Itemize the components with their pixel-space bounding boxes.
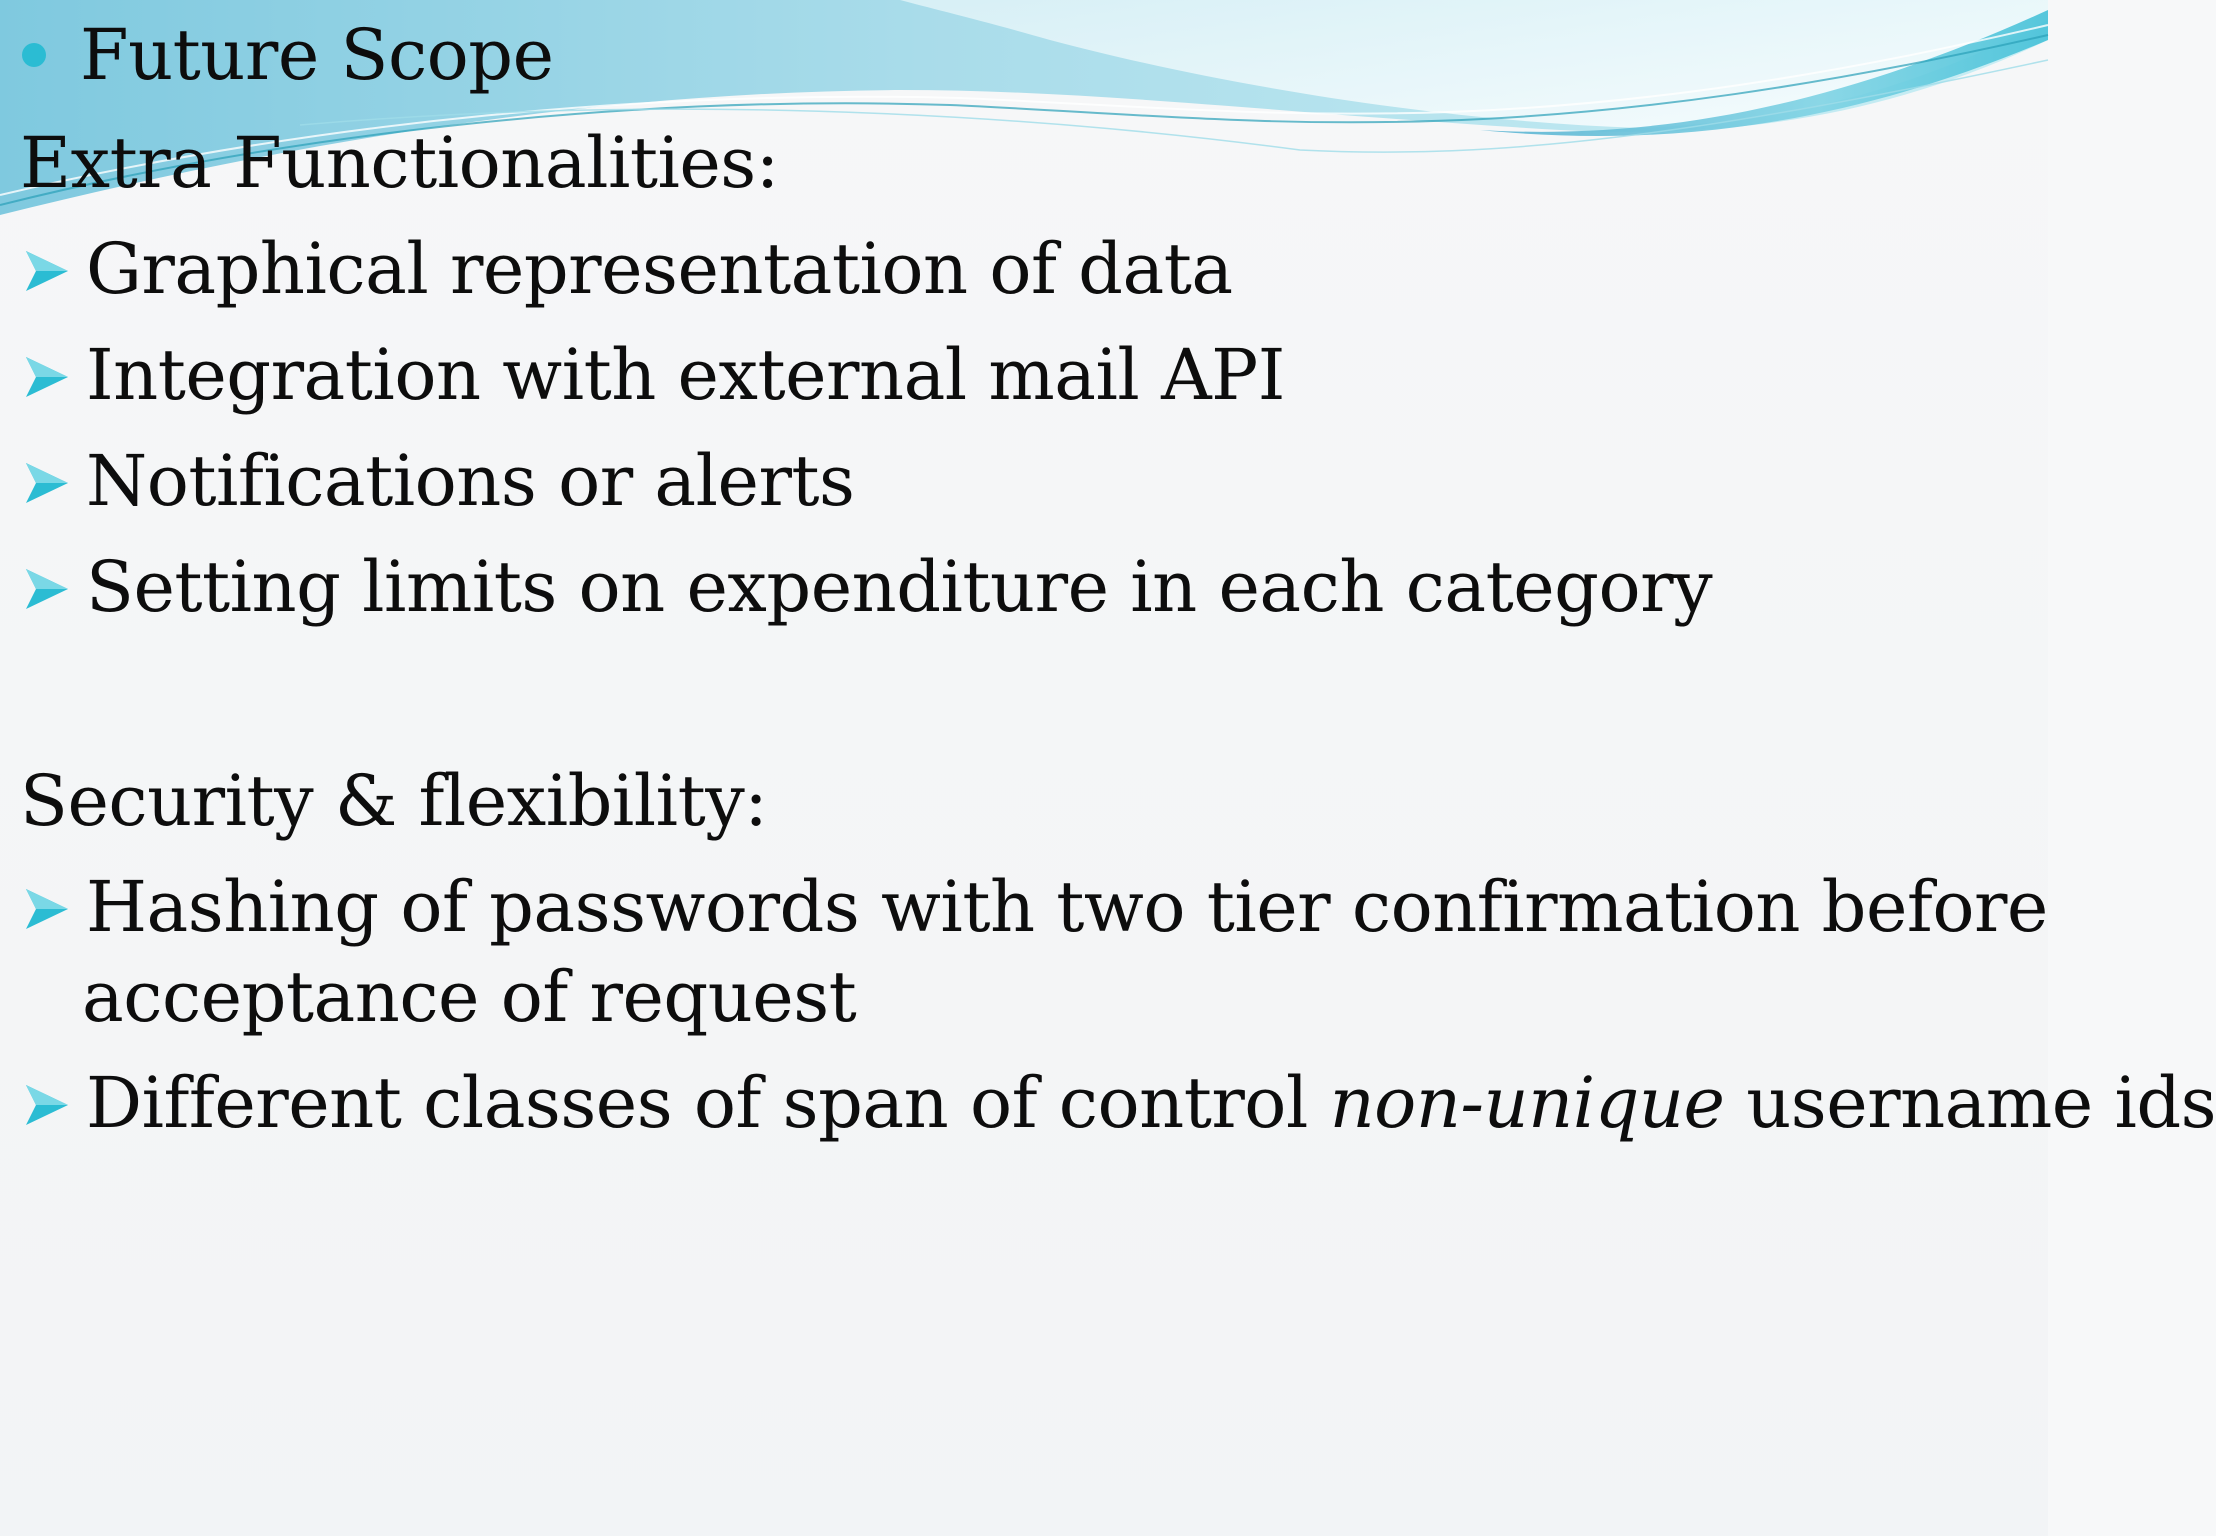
arrow-bullet-icon (22, 559, 72, 619)
section-heading-security: Security & flexibility: (20, 760, 768, 842)
list-item (22, 862, 2048, 952)
list-item-text-end: username ids (1724, 1062, 2216, 1144)
list-item (22, 542, 1712, 632)
list-item-text: Integration with external mail API (86, 334, 1285, 416)
slide-title (22, 10, 554, 100)
list-item (22, 224, 1233, 314)
list-item-text: Notifications or alerts (86, 440, 855, 522)
list-item (22, 436, 854, 526)
list-item-text: Setting limits on expenditure in each category (86, 546, 1713, 628)
section-heading-extra-functionalities: Extra Functionalities: (20, 122, 779, 204)
list-item-emphasis: non-unique (1329, 1062, 1725, 1144)
list-item-text: Graphical representation of data (86, 228, 1233, 310)
arrow-bullet-icon (22, 241, 72, 301)
arrow-bullet-icon (22, 453, 72, 513)
title-text: Future Scope (80, 14, 554, 96)
list-item-continuation: acceptance of request (82, 956, 857, 1038)
list-item-text: Different classes of span of control (86, 1062, 1330, 1144)
list-item-text: Hashing of passwords with two tier confirmation before (86, 866, 2048, 948)
arrow-bullet-icon (22, 1075, 72, 1135)
arrow-bullet-icon (22, 347, 72, 407)
circle-bullet-icon (22, 43, 46, 67)
list-item (22, 1058, 2216, 1148)
arrow-bullet-icon (22, 879, 72, 939)
list-item (22, 330, 1285, 420)
